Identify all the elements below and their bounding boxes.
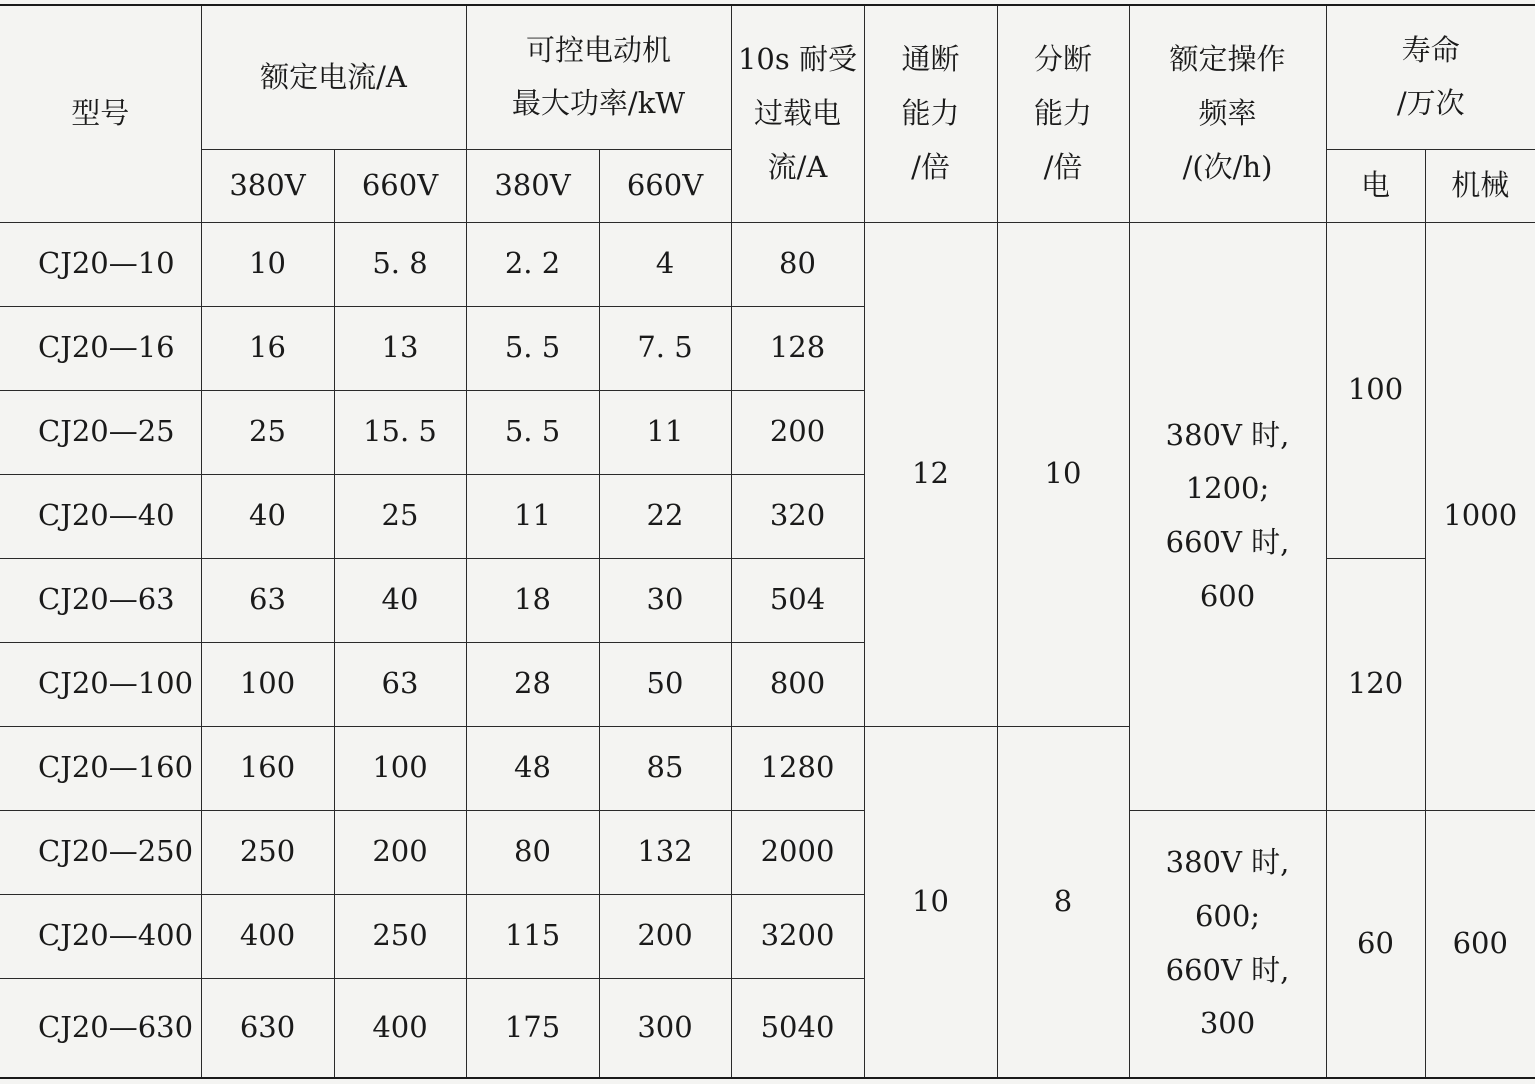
cell-making-group-b: 10 [864,726,997,1078]
model-cell: CJ20—160 [0,726,201,810]
cell-mech-life-group-a: 1000 [1425,222,1535,810]
cell-frequency-group-a: 380V 时, 1200; 660V 时, 600 [1129,222,1326,810]
header-breaking-capacity: 分断 能力 /倍 [997,5,1129,222]
cell-current-380v: 16 [201,306,334,390]
header-operating-frequency: 额定操作 频率 /(次/h) [1129,5,1326,222]
cell-overload: 800 [731,642,864,726]
cell-overload: 80 [731,222,864,306]
model-cell: CJ20—400 [0,894,201,978]
cell-current-660v: 25 [334,474,466,558]
table-row [0,810,1535,894]
cell-power-660v: 50 [599,642,731,726]
cell-power-380v: 5. 5 [466,306,599,390]
header-model: 型号 [0,5,201,222]
cell-power-660v: 132 [599,810,731,894]
cell-overload: 200 [731,390,864,474]
cell-making-group-a: 12 [864,222,997,726]
cell-power-660v: 300 [599,978,731,1078]
cell-overload: 2000 [731,810,864,894]
cell-current-660v: 40 [334,558,466,642]
cell-current-660v: 13 [334,306,466,390]
cell-current-380v: 10 [201,222,334,306]
cell-current-660v: 5. 8 [334,222,466,306]
header-life-mechanical: 机械 [1425,149,1535,222]
header-power-380v: 380V [466,149,599,222]
cell-power-660v: 85 [599,726,731,810]
cell-overload: 5040 [731,978,864,1078]
header-current-380v: 380V [201,149,334,222]
cell-current-380v: 63 [201,558,334,642]
cell-elec-life-group-b: 120 [1326,558,1425,810]
cell-current-660v: 250 [334,894,466,978]
cell-power-380v: 175 [466,978,599,1078]
cell-power-380v: 80 [466,810,599,894]
cell-power-660v: 200 [599,894,731,978]
cell-power-380v: 28 [466,642,599,726]
model-cell: CJ20—250 [0,810,201,894]
cell-breaking-group-a: 10 [997,222,1129,726]
header-row-1 [0,5,1535,149]
cell-power-380v: 18 [466,558,599,642]
header-rated-current: 额定电流/A [201,5,466,149]
cell-power-660v: 30 [599,558,731,642]
model-cell: CJ20—40 [0,474,201,558]
model-cell: CJ20—100 [0,642,201,726]
cell-current-660v: 15. 5 [334,390,466,474]
header-life-electrical: 电 [1326,149,1425,222]
cell-power-380v: 115 [466,894,599,978]
cell-frequency-group-b: 380V 时, 600; 660V 时, 300 [1129,810,1326,1078]
cell-current-660v: 63 [334,642,466,726]
cell-power-380v: 11 [466,474,599,558]
table-row [0,222,1535,306]
cell-current-380v: 160 [201,726,334,810]
contactor-spec-table [0,4,1535,1079]
cell-power-660v: 22 [599,474,731,558]
cell-power-660v: 7. 5 [599,306,731,390]
model-cell: CJ20—10 [0,222,201,306]
cell-power-380v: 48 [466,726,599,810]
cell-power-380v: 2. 2 [466,222,599,306]
header-overload-current: 10s 耐受 过载电 流/A [731,5,864,222]
model-cell: CJ20—25 [0,390,201,474]
cell-overload: 504 [731,558,864,642]
cell-overload: 1280 [731,726,864,810]
cell-power-660v: 4 [599,222,731,306]
model-cell: CJ20—16 [0,306,201,390]
cell-breaking-group-b: 8 [997,726,1129,1078]
cell-overload: 3200 [731,894,864,978]
header-current-660v: 660V [334,149,466,222]
cell-power-660v: 11 [599,390,731,474]
header-max-power: 可控电动机 最大功率/kW [466,5,731,149]
cell-elec-life-group-a: 100 [1326,222,1425,558]
cell-current-380v: 40 [201,474,334,558]
model-cell: CJ20—630 [0,978,201,1078]
cell-overload: 128 [731,306,864,390]
model-cell: CJ20—63 [0,558,201,642]
cell-current-660v: 400 [334,978,466,1078]
header-power-660v: 660V [599,149,731,222]
cell-current-660v: 200 [334,810,466,894]
cell-current-660v: 100 [334,726,466,810]
cell-mech-life-group-b: 600 [1425,810,1535,1078]
cell-elec-life-group-c: 60 [1326,810,1425,1078]
cell-current-380v: 400 [201,894,334,978]
header-life: 寿命 /万次 [1326,5,1535,149]
cell-power-380v: 5. 5 [466,390,599,474]
cell-current-380v: 630 [201,978,334,1078]
header-making-capacity: 通断 能力 /倍 [864,5,997,222]
cell-current-380v: 250 [201,810,334,894]
cell-overload: 320 [731,474,864,558]
cell-current-380v: 100 [201,642,334,726]
cell-current-380v: 25 [201,390,334,474]
